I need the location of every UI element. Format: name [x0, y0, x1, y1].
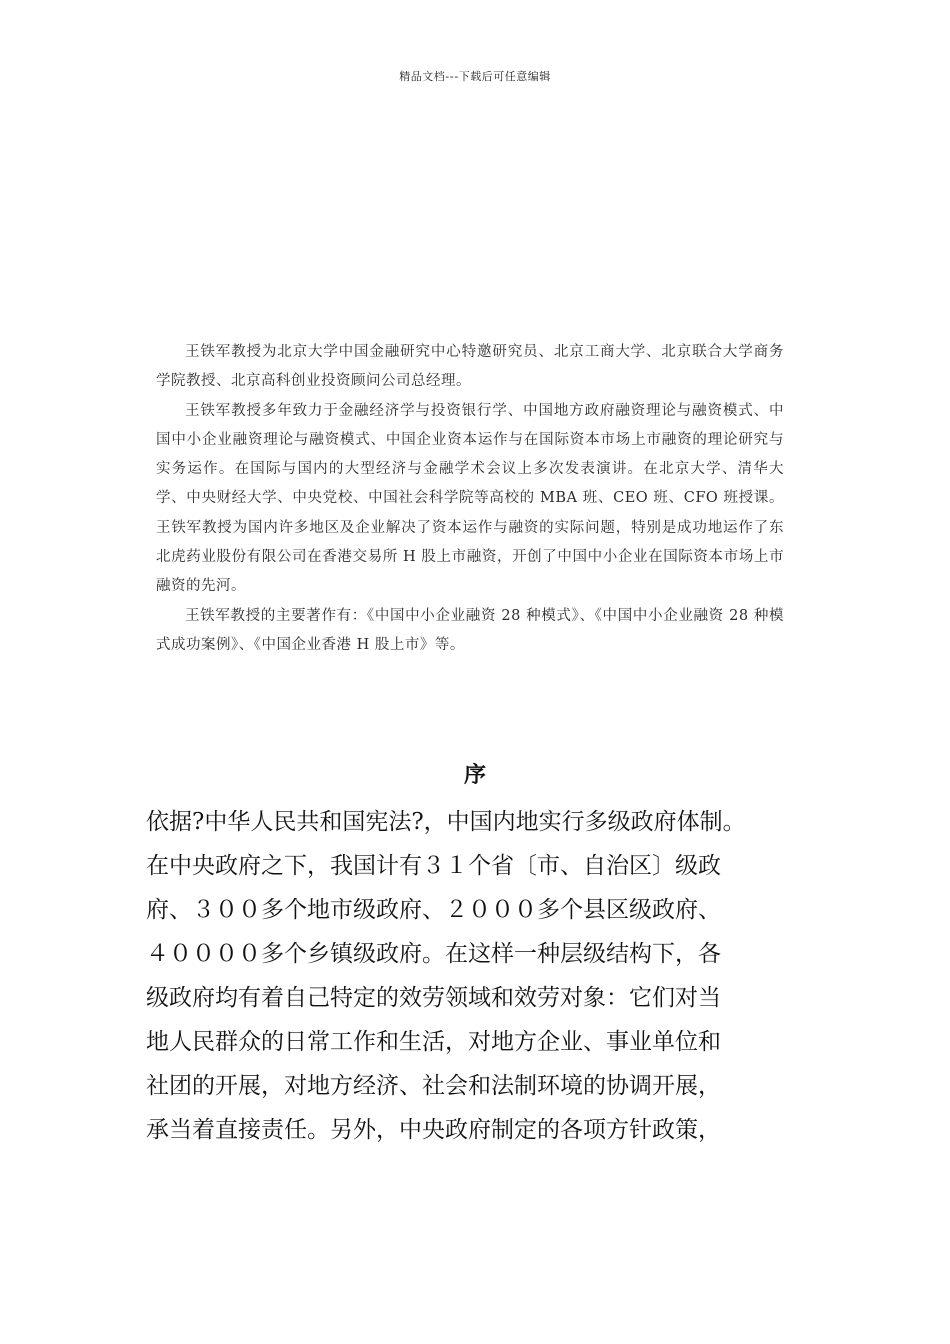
preface-line: 地人民群众的日常工作和生活，对地方企业、事业单位和: [146, 1029, 721, 1055]
bio-paragraph: 王铁军教授多年致力于金融经济学与投资银行学、中国地方政府融资理论与融资模式、中国中小企业融资理论与融资模式、中国企业资本运作与在国际资本市场上市融资的理论研究与实务运作。在国际与国内的大型经济与金融学术会议上多次发表演讲。在北京大学、清华大学、中央财经大学、中央党校、中国社会科学院等高校的 MBA 班、CEO 班、CFO 班授课。王铁军教授为国内许多地区及企业解决了资本运作与融资的实际问题，特别是成功地运作了东北虎药业股份有限公司在香港交易所 H 股上市融资，开创了中国中小企业在国际资本市场上市融资的先河。: [156, 402, 784, 595]
preface-line: ４００００多个乡镇级政府。在这样一种层级结构下，各: [146, 941, 721, 967]
author-bio: [156, 338, 784, 660]
preface-line: 承当着直接责任。另外，中央政府制定的各项方针政策，: [146, 1117, 721, 1143]
bio-paragraph: 王铁军教授为北京大学中国金融研究中心特邀研究员、北京工商大学、北京联合大学商务学院教授、北京高科创业投资顾问公司总经理。: [156, 344, 784, 390]
bio-paragraph: 王铁军教授的主要著作有：《中国中小企业融资 28 种模式》、《中国中小企业融资 28 种模式成功案例》、《中国企业香港 H 股上市》等。: [156, 607, 784, 653]
preface-line: 依据?中华人民共和国宪法?，中国内地实行多级政府体制。: [146, 809, 746, 835]
page-header: 精品文档---下载后可任意编辑: [399, 70, 551, 83]
preface-line: 府、３００多个地市级政府、２０００多个县区级政府、: [146, 897, 721, 923]
preface-title: 序: [463, 763, 486, 788]
preface-line: 级政府均有着自己特定的效劳领域和效劳对象：它们对当: [146, 985, 721, 1011]
preface-line: 在中央政府之下，我国计有３１个省〔市、自治区〕级政: [146, 853, 721, 879]
preface-body: [146, 800, 818, 1152]
preface-line: 社团的开展，对地方经济、社会和法制环境的协调开展，: [146, 1073, 721, 1099]
